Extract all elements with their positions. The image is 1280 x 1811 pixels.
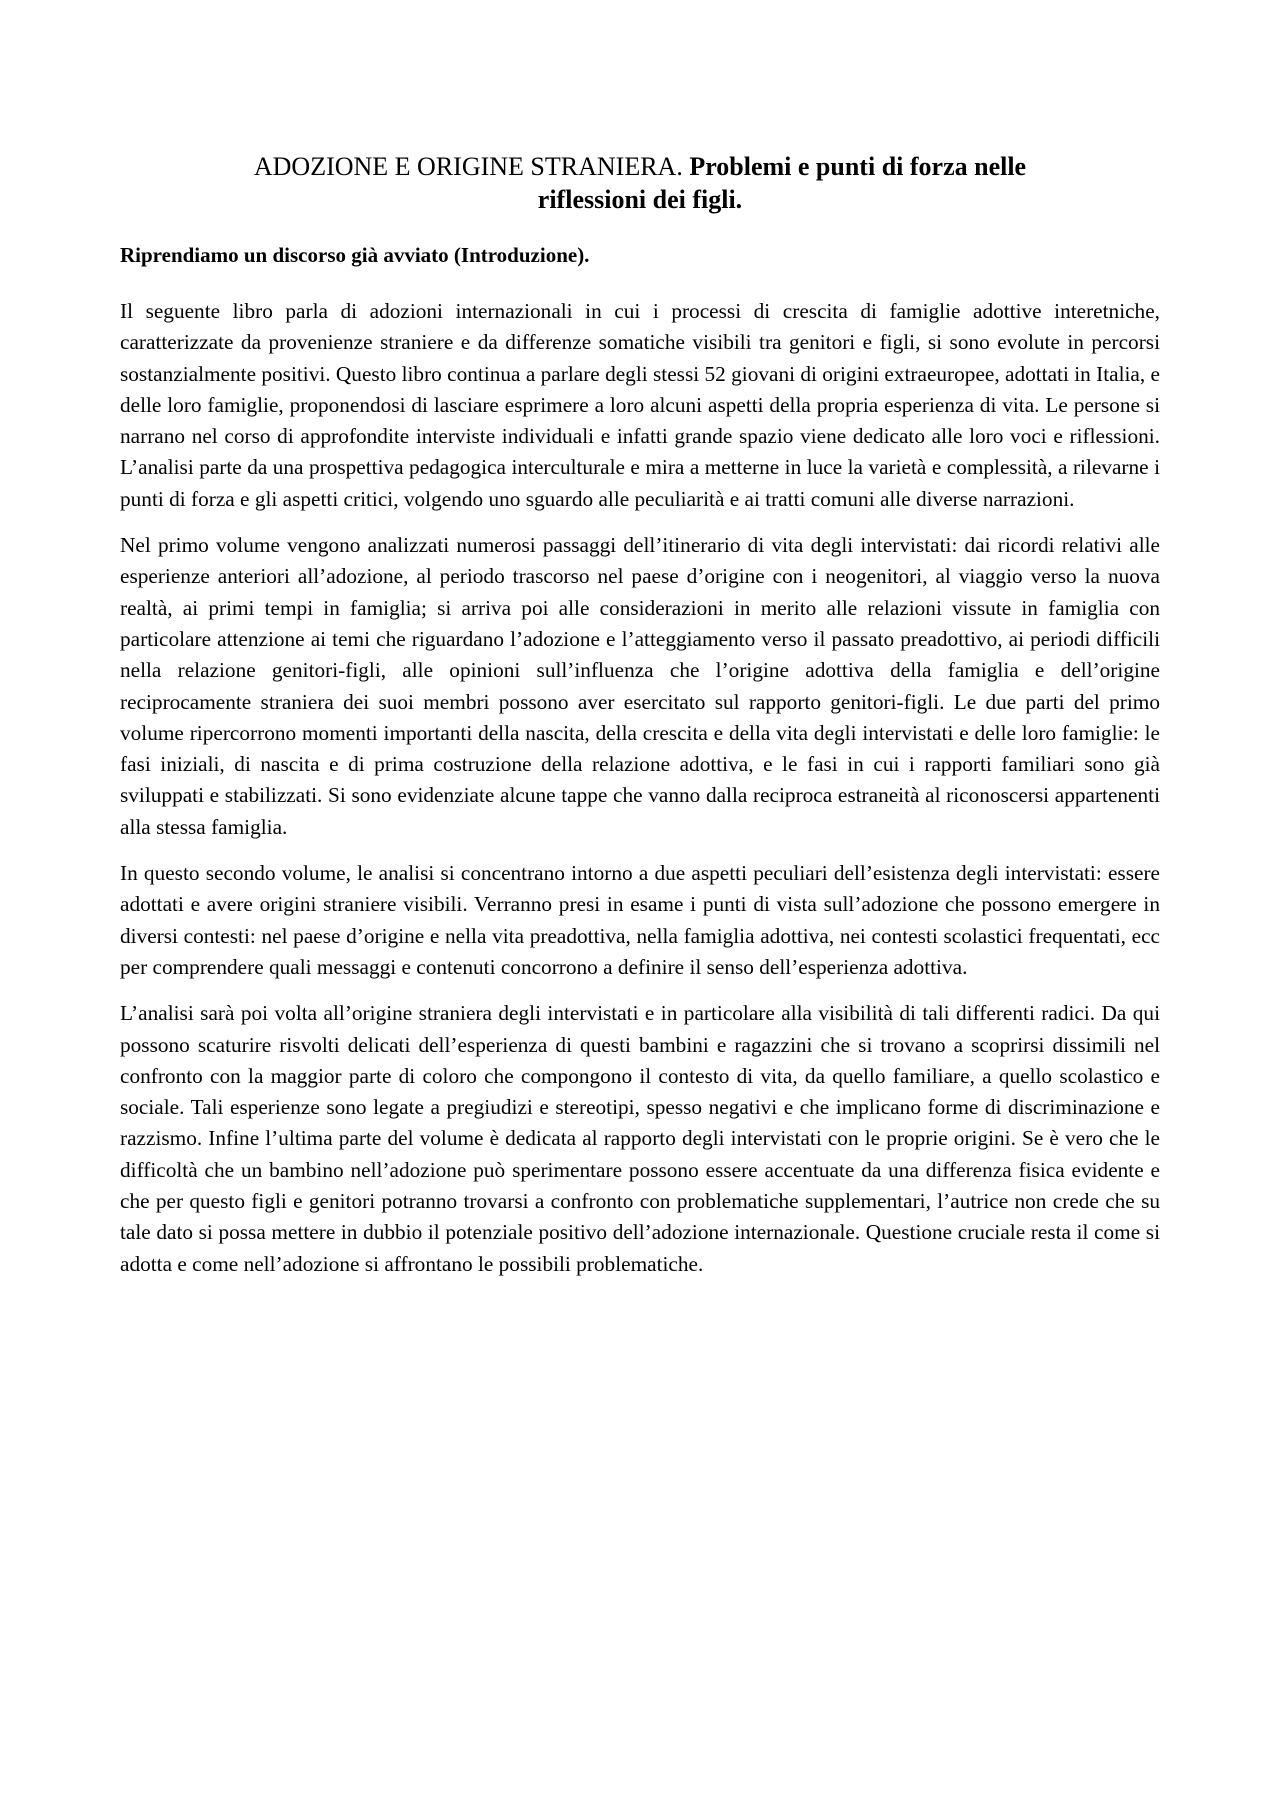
section-heading: Riprendiamo un discorso già avviato (Introduzione).	[120, 243, 590, 267]
paragraph-3: In questo secondo volume, le analisi si concentrano intorno a due aspetti peculiari dell’esistenza degli intervistati: essere adottati e avere origini straniere visibili. Verranno presi in esame i punti di vista sull’adozione che possono emergere in diversi contesti: nel paese d’origine e nella vita preadottiva, nella famiglia adottiva, nei contesti scolastici frequentati, ecc per comprendere quali messaggi e contenuti concorrono a definire il senso dell’esperienza adottiva.	[120, 861, 1160, 979]
title-subtitle-part: Problemi e punti di forza nelle	[689, 152, 1027, 181]
title-line-2: riflessioni dei figli.	[537, 185, 743, 214]
title-line-1	[120, 150, 1160, 183]
title-uppercase-part: ADOZIONE E ORIGINE STRANIERA.	[253, 152, 683, 181]
paragraph-1: Il seguente libro parla di adozioni internazionali in cui i processi di crescita di famiglie adottive interetniche, caratterizzate da provenienze straniere e da differenze somatiche visibili tra genitori e figli, si sono evolute in percorsi sostanzialmente positivi. Questo libro continua a parlare degli stessi 52 giovani di origini extraeuropee, adottati in Italia, e delle loro famiglie, proponendosi di lasciare esprimere a loro alcuni aspetti della propria esperienza di vita. Le persone si narrano nel corso di approfondite interviste individuali e infatti grande spazio viene dedicato alle loro voci e riflessioni. L’analisi parte da una prospettiva pedagogica interculturale e mira a metterne in luce la varietà e complessità, a rilevarne i punti di forza e gli aspetti critici, volgendo uno sguardo alle peculiarità e ai tratti comuni alle diverse narrazioni.	[120, 299, 1160, 511]
paragraph-2: Nel primo volume vengono analizzati numerosi passaggi dell’itinerario di vita degli intervistati: dai ricordi relativi alle esperienze anteriori all’adozione, al periodo trascorso nel paese d’origine con i neogenitori, al viaggio verso la nuova realtà, ai primi tempi in famiglia; si arriva poi alle considerazioni in merito alle relazioni vissute in famiglia con particolare attenzione ai temi che riguardano l’adozione e l’atteggiamento verso il passato preadottivo, ai periodi difficili nella relazione genitori-figli, alle opinioni sull’influenza che l’origine adottiva della famiglia e dell’origine reciprocamente straniera dei suoi membri possono aver esercitato sul rapporto genitori-figli. Le due parti del primo volume ripercorrono momenti importanti della nascita, della crescita e della vita degli intervistati e delle loro famiglie: le fasi iniziali, di nascita e di prima costruzione della relazione adottiva, e le fasi in cui i rapporti familiari sono già sviluppati e stabilizzati. Si sono evidenziate alcune tappe che vanno dalla reciproca estraneità al riconoscersi appartenenti alla stessa famiglia.	[120, 533, 1160, 839]
document-title	[120, 150, 1160, 216]
paragraph-4: L’analisi sarà poi volta all’origine straniera degli intervistati e in particolare alla visibilità di tali differenti radici. Da qui possono scaturire risvolti delicati dell’esperienza di questi bambini e ragazzini che si trovano a scoprirsi dissimili nel confronto con la maggior parte di coloro che compongono il contesto di vita, da quello familiare, a quello scolastico e sociale. Tali esperienze sono legate a pregiudizi e stereotipi, spesso negativi e che implicano forme di discriminazione e razzismo. Infine l’ultima parte del volume è dedicata al rapporto degli intervistati con le proprie origini. Se è vero che le difficoltà che un bambino nell’adozione può sperimentare possono essere accentuate da una differenza fisica evidente e che per questo figli e genitori potranno trovarsi a confronto con problematiche supplementari, l’autrice non crede che su tale dato si possa mettere in dubbio il potenziale positivo dell’adozione internazionale. Questione cruciale resta il come si adotta e come nell’adozione si affrontano le possibili problematiche.	[120, 1001, 1160, 1276]
document-body	[120, 150, 1160, 1295]
